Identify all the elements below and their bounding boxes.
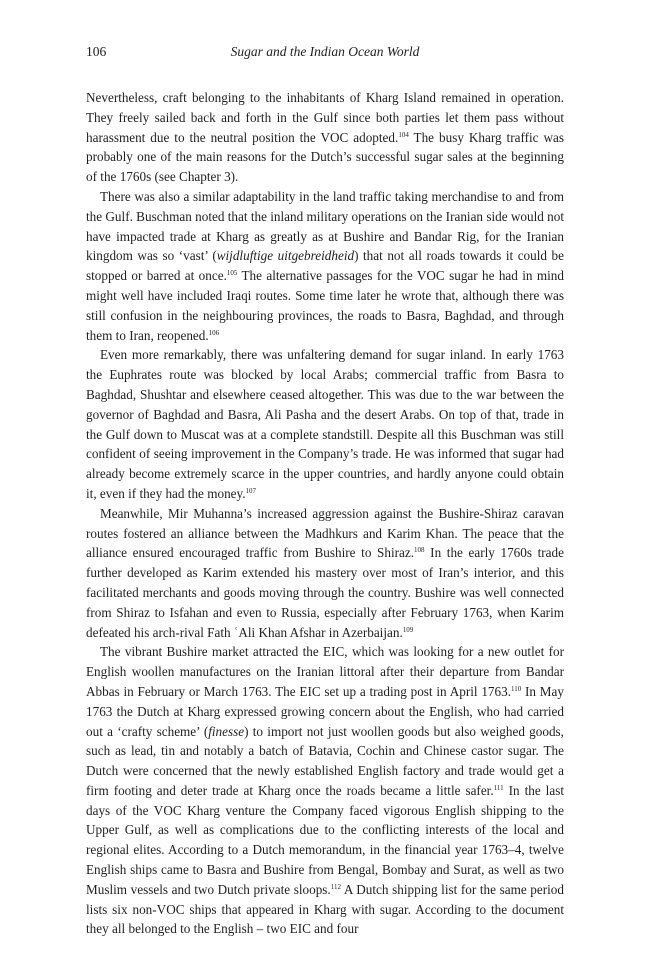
text-run: ) to import not just woollen goods but also weighed goods, such as lead, tin and notably a batch of Batavia, Cochin and Chinese castor sugar. The Dutch were concerned that the newly established English factory and trade would get a firm footing and deter trade at Kharg once the roads became a little safer. xyxy=(86,723,564,798)
italic-term: wijdluftige uitgebreidheid xyxy=(216,248,355,264)
paragraph xyxy=(86,345,564,503)
text-run: Nevertheless, craft belonging to the inhabitants of Kharg Island remained in operation. They freely sailed back and forth in the Gulf since both parties let them pass without harassment due to the neutral position the VOC adopted. xyxy=(86,90,564,145)
footnote-ref: 112 xyxy=(330,882,341,891)
footnote-ref: 111 xyxy=(493,783,504,792)
text-run: In the last days of the VOC Kharg venture the Company faced vigorous English shipping to the Upper Gulf, as well as complications due to the conflicting interests of the local and regional elites. According to a Dutch memorandum, in the financial year 1763–4, twelve English ships came to Basra and Bushire from Bengal, Bombay and Surat, as well as two Muslim vessels and two Dutch private sloops. xyxy=(86,782,564,897)
page-header xyxy=(86,44,564,64)
body-text xyxy=(86,88,564,939)
paragraph xyxy=(86,187,564,345)
footnote-ref: 110 xyxy=(511,684,522,693)
paragraph xyxy=(86,504,564,643)
footnote-ref: 107 xyxy=(245,486,257,495)
text-run: The vibrant Bushire market attracted the EIC, which was looking for a new outlet for English woollen manufactures on the Iranian littoral after their departure from Bandar Abbas in February or March 1763. The EIC set up a trading post in April 1763. xyxy=(86,644,564,699)
text-run: ) that not all roads towards it could be stopped or barred at once. xyxy=(86,248,564,284)
italic-term: finesse xyxy=(208,723,245,739)
footnote-ref: 104 xyxy=(398,130,409,139)
running-title: Sugar and the Indian Ocean World xyxy=(230,44,420,59)
text-run: In the early 1760s trade further developed as Karim extended his mastery over most of Iran’s interior, and this facilitated merchants and goods moving through the country. Bushire was well connected from Shiraz to Isfahan and even to Russia, especially after February 1763, when Karim defeated his arch-rival Fath ʿAli Khan Afshar in Azerbaijan. xyxy=(86,545,564,640)
paragraph xyxy=(86,642,564,939)
text-run: The alternative passages for the VOC sugar he had in mind might well have included Iraqi routes. Some time later he wrote that, although there was still confusion in the neighbouring provinces, the roads to Basra, Baghdad, and through them to Iran, reopened. xyxy=(86,268,564,343)
text-run: Meanwhile, Mir Muhanna’s increased aggression against the Bushire-Shiraz caravan routes fostered an alliance between the Madhkurs and Karim Khan. The peace that the alliance ensured encouraged traffic from Bushire to Shiraz. xyxy=(86,505,564,561)
footnote-ref: 108 xyxy=(414,546,425,555)
footnote-ref: 106 xyxy=(208,328,220,337)
footnote-ref: 109 xyxy=(402,625,414,634)
footnote-ref: 105 xyxy=(226,269,238,278)
text-run: The busy Kharg traffic was probably one of the main reasons for the Dutch’s successful sugar sales at the beginning of the 1760s (see Chapter 3). xyxy=(86,129,565,185)
text-run: In May 1763 the Dutch at Kharg expressed growing concern about the English, who had carried out a ‘crafty scheme’ ( xyxy=(86,683,564,739)
paragraph xyxy=(86,88,564,187)
text-run: A Dutch shipping list for the same period lists six non-VOC ships that appeared in Kharg with sugar. According to the document they all belonged to the English – two EIC and four xyxy=(86,881,564,937)
text-run: Even more remarkably, there was unfaltering demand for sugar inland. In early 1763 the Euphrates route was blocked by local Arabs; commercial traffic from Basra to Baghdad, Shushtar and elsewhere ceased altogether. This was due to the war between the governor of Baghdad and Basra, Ali Pasha and the desert Arabs. On top of that, trade in the Gulf down to Muscat was at a complete standstill. Despite all this Buschman was still confident of seeing improvement in the Company’s trade. He was informed that sugar had already become extremely scarce in the upper countries, and hardly anyone could obtain it, even if they had the money. xyxy=(86,347,564,501)
text-run: There was also a similar adaptability in the land traffic taking merchandise to and from the Gulf. Buschman noted that the inland military operations on the Iranian side would not have impacted trade at Kharg as greatly as at Bushire and Bandar Rig, for the Iranian kingdom was so ‘vast’ ( xyxy=(86,188,564,264)
page-number: 106 xyxy=(86,44,107,59)
